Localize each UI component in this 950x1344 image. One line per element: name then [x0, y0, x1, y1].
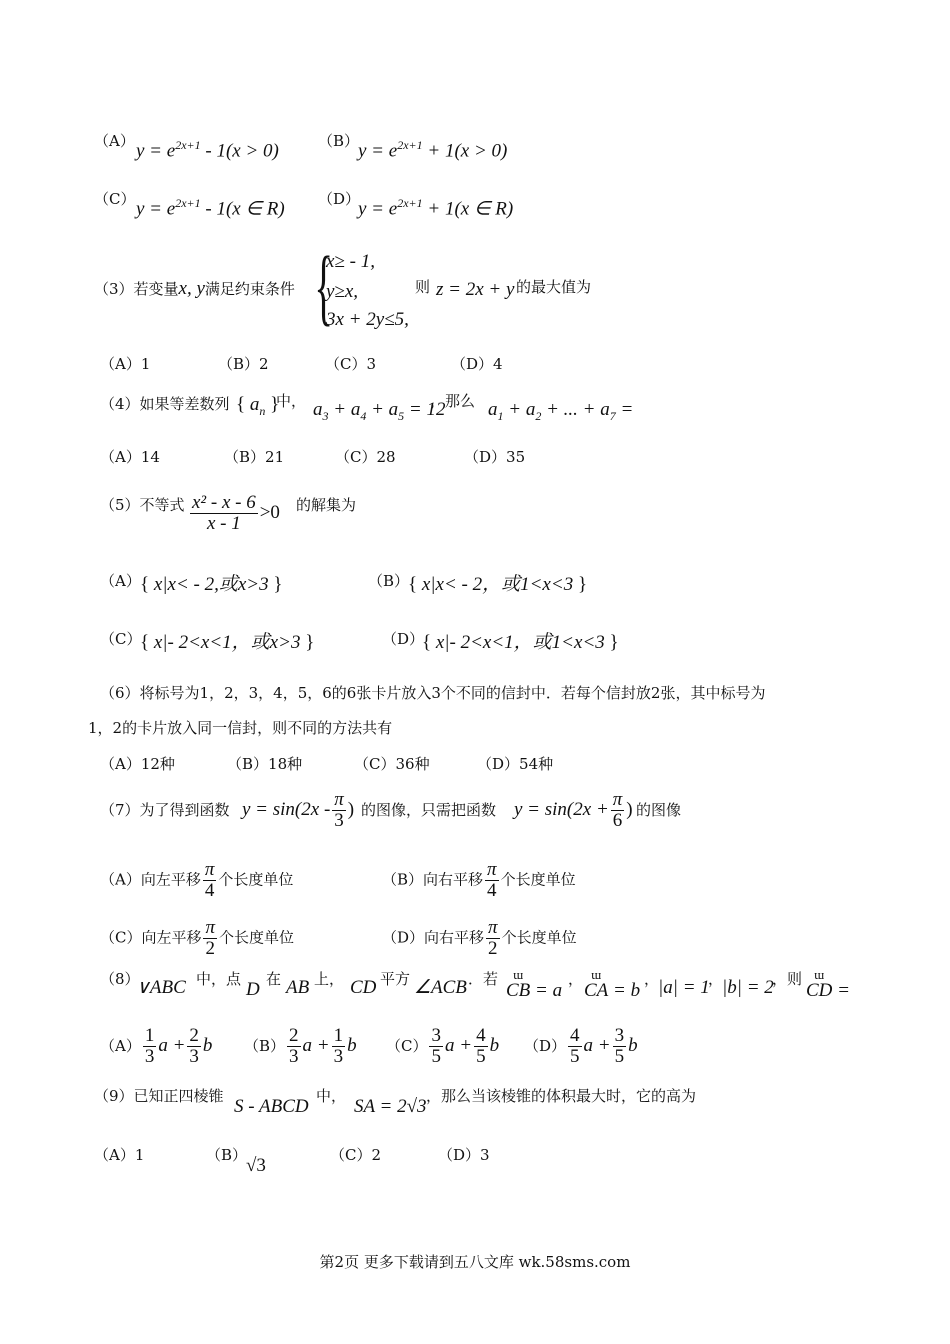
q8-text-2: 在 [266, 970, 282, 988]
q3-option-c: （C）3 [325, 355, 377, 373]
q2-option-b-expr: $y = e^{2x+1} + 1(x > 0)$ [358, 138, 508, 162]
q5-suffix: 的解集为 [296, 496, 357, 514]
q7-suffix: 的图像 [636, 801, 682, 819]
q8-comma-1: ， [568, 970, 584, 988]
q2-option-a-expr: $y = e^{2x+1} - 1(x > 0)$ [136, 138, 279, 162]
q4-sequence: { $a_n$ } [236, 394, 280, 418]
q3-suffix: 的最大值为 [516, 278, 592, 296]
q5-option-b-label: （B） [368, 572, 410, 590]
q4-option-a: （A）14 [100, 448, 160, 466]
q8-abs-a: |a| = 1 [658, 977, 710, 998]
q6-line-2: 1，2的卡片放入同一信封，则不同的方法共有 [88, 719, 393, 737]
q9-option-b: （B） [206, 1146, 248, 1164]
q8-triangle: ∨ABC [136, 977, 186, 998]
q9-prefix: （9）已知正四棱锥 [94, 1087, 224, 1105]
q4-option-d: （D）35 [464, 448, 526, 466]
q8-option-a: （A） $\frac{1}{3}$ a + $\frac{2}{3}$ b [100, 1025, 213, 1067]
q6-option-b: （B）18种 [227, 755, 303, 773]
q2-option-d-expr: $y = e^{2x+1} + 1(x$ ∈ R) [358, 196, 514, 220]
q8-vector-ca: ɯ CA = b [584, 980, 640, 1003]
q5-option-d-label: （D） [382, 630, 425, 648]
q5-option-d-set: { x|- 2<x<1，或1<x<3 } [422, 632, 619, 653]
q8-point-d: D [246, 979, 260, 1000]
page-footer: 第2页 更多下载请到五八文库 wk.58sms.com [319, 1253, 631, 1271]
q8-segment-ab: AB [286, 977, 310, 998]
q6-option-d: （D）54种 [477, 755, 554, 773]
q7-option-d: （D）向右平移 $\frac{\pi}{2}$ 个长度单位 [382, 917, 577, 959]
q2-option-c: （C） [94, 190, 136, 208]
q9-option-a: （A）1 [94, 1146, 145, 1164]
q4-ask: $a_1 + a_2$ + ... + $a_7$ = [488, 399, 634, 423]
q3-constraint-1: x≥ - 1, [326, 251, 375, 272]
q3-option-b: （B）2 [218, 355, 269, 373]
q2-option-d: （D） [318, 190, 361, 208]
q2-option-a: （A） [94, 132, 135, 150]
q7-option-a: （A）向左平移 $\frac{\pi}{4}$ 个长度单位 [100, 859, 294, 901]
q4-option-b: （B）21 [224, 448, 285, 466]
q4-option-c: （C）28 [335, 448, 396, 466]
q9-option-c: （C）2 [330, 1146, 382, 1164]
q5-option-b-set: { x|x< - 2，或1<x<3 } [408, 574, 588, 595]
q4-mid: 中， [276, 392, 307, 410]
q8-angle: ∠ACB [414, 977, 467, 998]
q8-option-d: （D） $\frac{4}{5}$ a + $\frac{3}{5}$ b [524, 1025, 638, 1067]
q4-prefix: （4）如果等差数列 [100, 395, 230, 413]
q6-option-c: （C）36种 [354, 755, 430, 773]
q7-option-c: （C）向左平移 $\frac{\pi}{2}$ 个长度单位 [100, 917, 295, 959]
q4-condition: $a_3 + a_4 + a_5 = 12$ [313, 399, 446, 423]
q8-text-3: 上， [314, 970, 345, 988]
q7-mid: 的图像，只需把函数 [361, 801, 497, 819]
q7-function-1: y = sin(2x - $\frac{\pi}{3}$ ) [242, 789, 355, 831]
q7-prefix: （7）为了得到函数 [100, 801, 230, 819]
q9-sa: SA = 2√3 [354, 1096, 427, 1117]
q5-option-c-label: （C） [100, 630, 142, 648]
q9-option-b-value: √3 [246, 1155, 266, 1176]
q8-option-c: （C） $\frac{3}{5}$ a + $\frac{4}{5}$ b [386, 1025, 500, 1067]
q8-text-1: 中，点 [196, 970, 242, 988]
q2-option-b: （B） [318, 132, 360, 150]
q9-mid: 中， [316, 1087, 347, 1105]
q8-segment-cd: CD [350, 977, 377, 998]
q4-then: ，那么 [430, 392, 476, 410]
q5-prefix: （5）不等式 [100, 496, 185, 514]
q3-stem: （3）若变量x, y满足约束条件 [94, 278, 295, 299]
q3-option-d: （D）4 [451, 355, 503, 373]
q8-vector-cd: ɯ CD = [806, 980, 850, 1003]
q9-pyramid: S - ABCD [234, 1096, 309, 1117]
q8-comma-3: ， [708, 970, 724, 988]
q8-text-6: ，则 [772, 970, 803, 988]
q7-function-2: y = sin(2x + $\frac{\pi}{6}$ ) [514, 789, 633, 831]
q9-suffix: ，那么当该棱锥的体积最大时，它的高为 [426, 1087, 697, 1105]
q9-option-d: （D）3 [438, 1146, 490, 1164]
q5-option-a-label: （A） [100, 572, 141, 590]
q3-brace: { [314, 238, 333, 334]
q8-text-4: 平方 [380, 970, 411, 988]
q7-option-b: （B）向右平移 $\frac{\pi}{4}$ 个长度单位 [382, 859, 576, 901]
q2-option-c-expr: $y = e^{2x+1} - 1(x$ ∈ R) [136, 196, 285, 220]
q3-z: z = 2x + y [436, 279, 515, 300]
q3-constraint-2: y≥x, [326, 281, 359, 302]
q8-comma-2: ， [644, 970, 660, 988]
q8-prefix: （8） [100, 970, 140, 988]
q8-vector-cb: ɯ CB = a [506, 980, 562, 1003]
q5-fraction: $\frac{\text{x² - x - 6}}{x - 1}$ >0 [192, 492, 280, 534]
q5-option-c-set: { x|- 2<x<1，或x>3 } [140, 632, 315, 653]
q8-abs-b: |b| = 2 [722, 977, 774, 998]
q3-option-a: （A）1 [100, 355, 151, 373]
q8-option-b: （B） $\frac{2}{3}$ a + $\frac{1}{3}$ b [244, 1025, 357, 1067]
q3-constraint-3: 3x + 2y≤5, [326, 309, 409, 330]
q6-line-1: （6）将标号为1，2，3，4，5，6的6张卡片放入3个不同的信封中．若每个信封放2张，其中标号为 [100, 684, 766, 702]
q3-then: 则 [415, 278, 431, 296]
q8-text-5: ．若 [468, 970, 499, 988]
q5-option-a-set: { x|x< - 2,或x>3 } [140, 574, 283, 595]
q6-option-a: （A）12种 [100, 755, 175, 773]
